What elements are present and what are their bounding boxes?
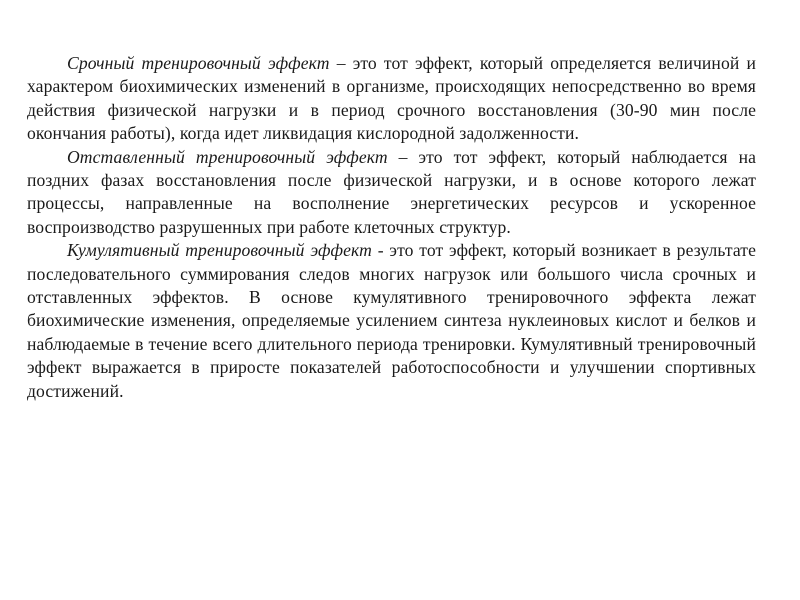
- definition-urgent-effect: – это тот эффект, который определяется величиной и характером биохимических изменений в организме, происходящих непосредственно во время действия физической нагрузки и в период срочного восстановления (30-90 мин после окончания работы), когда идет ликвидация кислородной задолженности.: [27, 53, 756, 144]
- definition-delayed-effect: – это тот эффект, который наблюдается на поздних фазах восстановления после физической нагрузки, и в основе которого лежат процессы, направленные на восполнение энергетических ресурсов и ускоренное воспроизводство разрушенных при работе клеточных структур.: [27, 146, 756, 237]
- paragraph-delayed-effect: [27, 146, 756, 240]
- definition-cumulative-effect: - это тот эффект, который возникает в результате последовательного суммирования следов многих нагрузок или большого числа срочных и отставленных эффектов. В основе кумулятивного тренировочного эффекта лежат биохимические изменения, определяемые усилением синтеза нуклеиновых кислот и белков и наблюдаемые в течение всего длительного периода тренировки. Кумулятивный тренировочный эффект выражается в приросте показателей работоспособности и улучшении спортивных достижений.: [27, 240, 756, 401]
- term-urgent-effect: Срочный тренировочный эффект: [67, 53, 330, 73]
- term-delayed-effect: Отставленный тренировочный эффект: [67, 146, 388, 167]
- term-cumulative-effect: Кумулятивный тренировочный эффект: [67, 240, 372, 261]
- text-block: [27, 52, 756, 403]
- paragraph-cumulative-effect: [27, 239, 756, 403]
- paragraph-urgent-effect: [27, 52, 756, 146]
